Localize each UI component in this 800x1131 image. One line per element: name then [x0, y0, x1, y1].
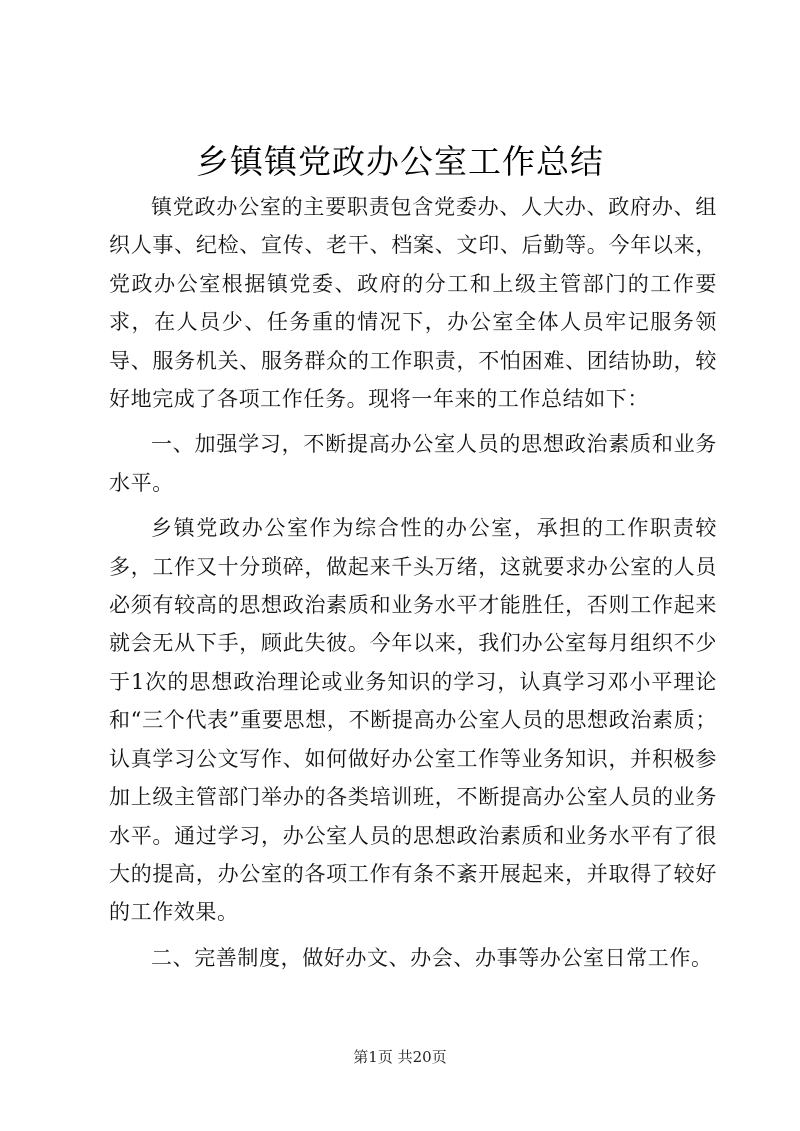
paragraph-section-1: 乡镇党政办公室作为综合性的办公室，承担的工作职责较多，工作又十分琐碎，做起来千头万绪，这就要求办公室的人员必须有较高的思想政治素质和业务水平才能胜任，否则工作起来就会无从下手，顾此失彼。今年以来，我们办公室每月组织不少于1次的思想政治理论或业务知识的学习，认真学习邓小平理论和“三个代表”重要思想，不断提高办公室人员的思想政治素质；认真学习公文写作、如何做好办公室工作等业务知识，并积极参加上级主管部门举办的各类培训班，不断提高办公室人员的业务水平。通过学习，办公室人员的思想政治素质和业务水平有了很大的提高，办公室的各项工作有条不紊开展起来，并取得了较好的工作效果。 [109, 516, 717, 925]
section-heading-1: 一、加强学习，不断提高办公室人员的思想政治素质和业务水平。 [109, 432, 717, 495]
page-footer: 第1页 共20页 [353, 1048, 447, 1066]
document-title: 乡镇镇党政办公室工作总结 [196, 142, 604, 181]
section-heading-2: 二、完善制度，做好办文、办会、办事等办公室日常工作。 [151, 945, 713, 970]
paragraph-intro: 镇党政办公室的主要职责包含党委办、人大办、政府办、组织人事、纪检、宣传、老干、档案、文印、后勤等。今年以来，党政办公室根据镇党委、政府的分工和上级主管部门的工作要求，在人员少、任务重的情况下，办公室全体人员牢记服务领导、服务机关、服务群众的工作职责，不怕困难、团结协助，较好地完成了各项工作任务。现将一年来的工作总结如下： [109, 195, 717, 412]
document-body [109, 188, 717, 977]
